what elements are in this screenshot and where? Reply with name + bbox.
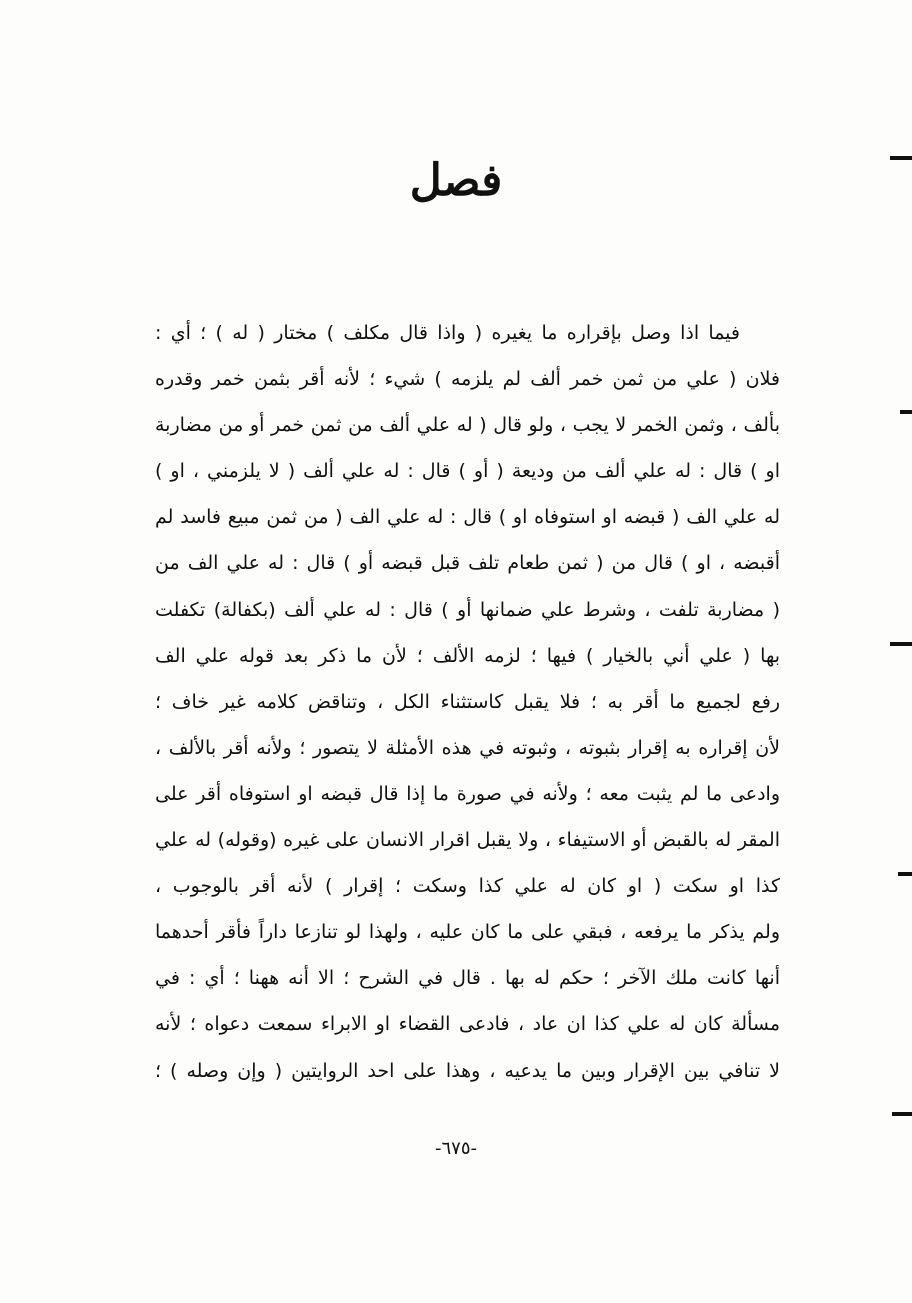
text-line: مسألة كان له علي كذا ان عاد ، فادعى القضاء او الابراء سمعت دعواه ؛ لأنه — [155, 1013, 780, 1036]
text-line: لا تنافي بين الإقرار وبين ما يدعيه ، وهذا على احد الروايتين ( وإن وصله ) ؛ — [155, 1059, 780, 1082]
edge-mark — [900, 410, 912, 414]
text-line: بألف ، وثمن الخمر لا يجب ، ولو قال ( له علي ألف من ثمن خمر أو من مضاربة — [155, 414, 780, 437]
text-line: له علي الف ( قبضه او استوفاه او ) قال : له علي الف ( من ثمن مبيع فاسد لم — [155, 506, 780, 529]
text-line: او ) قال : له علي ألف من وديعة ( أو ) قال : له علي ألف ( لا يلزمني ، او ) — [155, 460, 780, 483]
text-line: فيما اذا وصل بإقراره ما يغيره ( واذا قال مكلف ) مختار ( له ) ؛ أي : — [155, 322, 740, 344]
text-line: لأن إقراره به إقرار بثبوته ، وثبوته في هذه الأمثلة لا يتصور ؛ ولأنه أقر بالألف ، — [155, 736, 780, 759]
text-line: أنها كانت ملك الآخر ؛ حكم له بها . قال في الشرح ؛ الا أنه ههنا ؛ أي : في — [155, 967, 780, 990]
text-line: بها ( علي أني بالخيار ) فيها ؛ لزمه الألف ؛ لأن ما ذكر بعد قوله علي الف — [155, 644, 780, 667]
text-line: وادعى ما لم يثبت معه ؛ ولأنه في صورة ما إذا قال قبضه او استوفاه أقر على — [155, 782, 780, 805]
text-line: ( مضاربة تلفت ، وشرط علي ضمانها أو ) قال : له علي ألف (بكفالة) تكفلت — [155, 598, 780, 621]
text-line: كذا او سكت ( او كان له علي كذا وسكت ؛ إقرار ) لأنه أقر بالوجوب ، — [155, 875, 780, 898]
edge-mark — [892, 1112, 912, 1116]
page-number: -٦٧٥- — [434, 1138, 477, 1159]
text-line: ولم يذكر ما يرفعه ، فبقي على ما كان عليه ، ولهذا لو تنازعا داراً فأقر أحدهما — [155, 921, 780, 944]
text-line: أقبضه ، او ) قال من ( ثمن طعام تلف قبل قبضه أو ) قال : له علي الف من — [155, 552, 780, 575]
edge-mark — [898, 872, 912, 876]
text-line: رفع لجميع ما أقر به ؛ فلا يقبل كاستثناء الكل ، وتناقض كلامه غير خاف ؛ — [155, 690, 780, 713]
text-line: فلان ( علي من ثمن خمر ألف لم يلزمه ) شيء ؛ لأنه أقر بثمن خمر وقدره — [155, 368, 780, 391]
text-line: المقر له بالقبض أو الاستيفاء ، ولا يقبل اقرار الانسان على غيره (وقوله) له علي — [155, 829, 780, 852]
body-text — [155, 310, 780, 1094]
edge-mark — [890, 642, 912, 646]
section-heading: فصل — [409, 155, 503, 206]
